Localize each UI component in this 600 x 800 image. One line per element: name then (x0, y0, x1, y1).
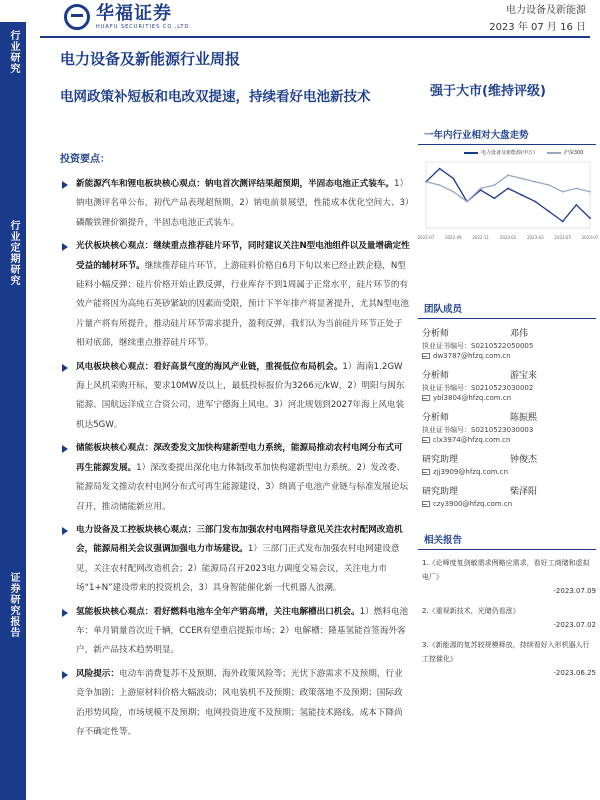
data-point (562, 191, 564, 193)
point-text: 1）海南1.2GW海上风机采购开标，要求10MW及以上，最低投标报价为3266元/kW，2）明阳与闽东能源、国航远洋成立合资公司，进军宁德海上风电、3）河北规划到2027年海上风电装机达5GW。 (76, 361, 405, 430)
point-heading: 氢能板块核心观点：看好燃料电池车全年产销高增，关注电解槽出口机会。 (76, 606, 360, 617)
header-meta (489, 2, 586, 36)
report-title: 电力设备及新能源行业周报 (60, 50, 241, 68)
investment-point (60, 603, 410, 661)
right-column (417, 124, 599, 680)
data-point (589, 191, 591, 193)
point-heading: 风电板块核心观点：看好高景气度的海风产业链，重视低位布局机会。 (76, 361, 343, 372)
related-report[interactable] (418, 604, 596, 632)
team-member (418, 485, 596, 509)
related-report[interactable] (418, 638, 596, 680)
headline: 电网政策补短板和电改双提速，持续看好电池新技术 (60, 89, 371, 105)
point-text: 1）燃料电池车：单月销量首次近千辆，CCER有望重启提振市场；2）电解槽：隆基氢能首签海外客户，新产品技术趋势明显。 (76, 606, 409, 656)
team-member (418, 369, 596, 403)
data-point (507, 188, 509, 190)
member-role: 分析师 (422, 413, 450, 423)
member-role: 研究助理 (422, 455, 459, 465)
brand-logo-icon (64, 4, 90, 30)
member-email[interactable]: czy3900@hfzq.com.cn (433, 500, 513, 508)
point-text: 1）深改委提出深化电力体制改革加快构建新型电力系统。2）发改委、能源局发文推动农村电网分布式可再生能源建设、3）纳离子电池产业链与标准发展论坛召开，推动储能新应用。 (76, 462, 409, 512)
member-email[interactable]: ybl3804@hfzq.com.cn (433, 394, 512, 402)
member-role: 研究助理 (422, 487, 459, 497)
side-label-securities: 证券研究报告 (8, 572, 19, 638)
side-label-industry: 行业研究 (8, 30, 19, 74)
member-name: 柴泽阳 (510, 487, 538, 497)
member-cert: 执业证书编号：S0210522050005 (422, 342, 534, 350)
side-label-periodic: 行业定期研究 (8, 220, 19, 286)
member-role: 分析师 (422, 371, 450, 381)
team-member (418, 411, 596, 445)
data-point (452, 178, 454, 180)
brand-logo (64, 4, 192, 30)
chart-section-title: 一年内行业相对大盘走势 (418, 124, 596, 145)
point-heading: 储能板块核心观点：深改委发文加快构建新型电力系统，能源局推动农村电网分布式可再生能源发展。 (76, 443, 403, 473)
x-tick-label: 2022-07 (417, 235, 435, 240)
data-point (466, 201, 468, 203)
member-email[interactable]: dw3787@hfzq.com.cn (433, 352, 511, 360)
data-point (534, 201, 536, 203)
related-title[interactable]: 2.《重视新技术，光储仍看涨》 (422, 607, 520, 615)
member-cert: 执业证书编号：S0210523030002 (422, 384, 534, 392)
header-category: 电力设备及新能源 (506, 5, 586, 16)
data-point (439, 168, 441, 170)
data-point (534, 181, 536, 183)
data-point (439, 184, 441, 186)
member-name: 陈振熙 (510, 413, 538, 423)
line-chart (417, 156, 599, 242)
section-title: 投资要点： (60, 154, 110, 165)
chart-area (417, 156, 599, 242)
point-heading: 风险提示： (76, 668, 119, 679)
data-point (493, 197, 495, 199)
data-point (589, 217, 591, 219)
point-text: 1）钠电测评名单公布，初代产品表现超预期，2）钠电前景展望，性能成本优化空间大、3）磷酸铁锂价额提升，半固态电池正式装车。 (76, 179, 410, 228)
x-tick-label: 2023-05 (554, 235, 572, 240)
investment-point (60, 175, 410, 233)
x-tick-label: 2023-01 (499, 235, 517, 240)
investment-point (60, 237, 410, 353)
member-role: 分析师 (422, 329, 450, 339)
bullet-icon (62, 445, 68, 453)
data-point (521, 194, 523, 196)
data-point (425, 181, 427, 183)
team-section-title: 团队成员 (418, 298, 596, 319)
member-name: 邓伟 (510, 329, 529, 339)
data-point (548, 211, 550, 213)
point-heading: 新能源汽车和锂电板块核心观点：钠电首次测评结果超预期，半固态电池正式装车。 (76, 179, 394, 189)
email-icon (422, 353, 430, 359)
x-tick-label: 2023-07 (581, 235, 599, 240)
data-point (548, 184, 550, 186)
chart-legend (418, 149, 596, 156)
point-text: 继续推荐硅片环节，上游硅料价格自6月下旬以来已经止跌企稳，N型硅料小幅反弹；硅片价格开始止跌反弹，行业库存不到1周属于正常水平，硅片环节的有效产能将因为高纯石英砂紧缺的因素而受限，预计下半年排产将显著提升，尤其N型电池片量产将有所提升，推动硅片环节需求提升，盈利反弹，我们认为当前硅片环节正处于相对底部，继续重点推荐硅片环节。 (76, 260, 409, 349)
member-email[interactable]: zjj3909@hfzq.com.cn (433, 468, 509, 476)
legend-item-index: 沪深300 (547, 149, 584, 156)
related-date: -2023.06.25 (553, 669, 596, 677)
data-point (521, 178, 523, 180)
bullet-icon (62, 243, 68, 251)
x-tick-label: 2023-03 (526, 235, 544, 240)
x-tick-label: 2022-11 (472, 235, 490, 240)
related-report[interactable] (418, 556, 596, 598)
brand-name-en: HUAFU SECURITIES CO.,LTD. (96, 24, 192, 30)
series-line-industry (426, 169, 590, 222)
investment-point (60, 358, 410, 436)
data-point (480, 188, 482, 190)
x-tick-label: 2022-09 (444, 235, 462, 240)
bullet-icon (62, 181, 68, 189)
bullet-icon (62, 527, 68, 535)
bullet-icon (62, 364, 68, 372)
data-point (575, 204, 577, 206)
data-point (452, 191, 454, 193)
rating: 强于大市(维持评级) (430, 84, 546, 99)
investment-point (60, 521, 410, 599)
investment-point (60, 439, 410, 517)
email-icon (422, 469, 430, 475)
related-section-title: 相关报告 (418, 529, 596, 550)
member-name: 钟俊杰 (510, 455, 538, 465)
brand-name: 华福证券 (96, 3, 172, 24)
email-icon (422, 437, 430, 443)
investment-point (60, 665, 410, 743)
team-member (418, 453, 596, 477)
data-point (493, 184, 495, 186)
point-text: 电动车消费复苏不及预期、海外政策风险等；光伏下游需求不及预期，行业竞争加剧；上游原材料价格大幅波动；风电装机不及预期；政策落地不及预期；国际政治形势风险，市场规模不及预期；电网投资进度不及预期；氢能技术路线、成本下降尚存不确定性等。 (76, 668, 403, 737)
header-date: 2023 年 07 月 16 日 (489, 22, 586, 33)
member-cert: 执业证书编号：S0210523030003 (422, 426, 534, 434)
point-text: 1）三部门正式发布加强农村电网建设意见，关注农村配网改造机会；2）能源局召开2023电力调度交易会议，关注电力市场“1+N”建设带来的投资机会，3）具身智能催化新一代机器人浪潮。 (76, 544, 400, 594)
data-point (562, 221, 564, 223)
point-heading: 光伏板块核心观点：继续重点推荐硅片环节，同时建议关注N型电池组件以及量增确定性受益的辅材环节。 (76, 241, 410, 271)
team-member (418, 327, 596, 361)
related-title[interactable]: 3.《新能源的复苏较规模释放，持续看好入形机器人行工控催化》 (422, 641, 590, 663)
data-point (507, 174, 509, 176)
header-divider (40, 36, 590, 38)
related-title[interactable]: 1.《论峰度复剑敏需求例略应需求，看好工商储和虚拟电厂》 (422, 559, 590, 581)
point-heading: 电力设备及工控板块核心观点：三部门发布加强农村电网指导意见关注农村配网改造机会，能源局相关会议强调加强电力市场建设。 (76, 524, 403, 555)
bullet-icon (62, 609, 68, 617)
legend-item-industry: 电力设备及新能源(申万) (464, 149, 535, 156)
side-band (0, 22, 26, 800)
email-icon (422, 395, 430, 401)
related-date: -2023.07.09 (553, 587, 596, 595)
related-date: -2023.07.02 (553, 621, 596, 629)
member-name: 游宝来 (510, 371, 538, 381)
bullet-icon (62, 671, 68, 679)
member-email[interactable]: clx3974@hfzq.com.cn (433, 436, 511, 444)
investment-points (60, 150, 410, 746)
data-point (575, 188, 577, 190)
email-icon (422, 501, 430, 507)
